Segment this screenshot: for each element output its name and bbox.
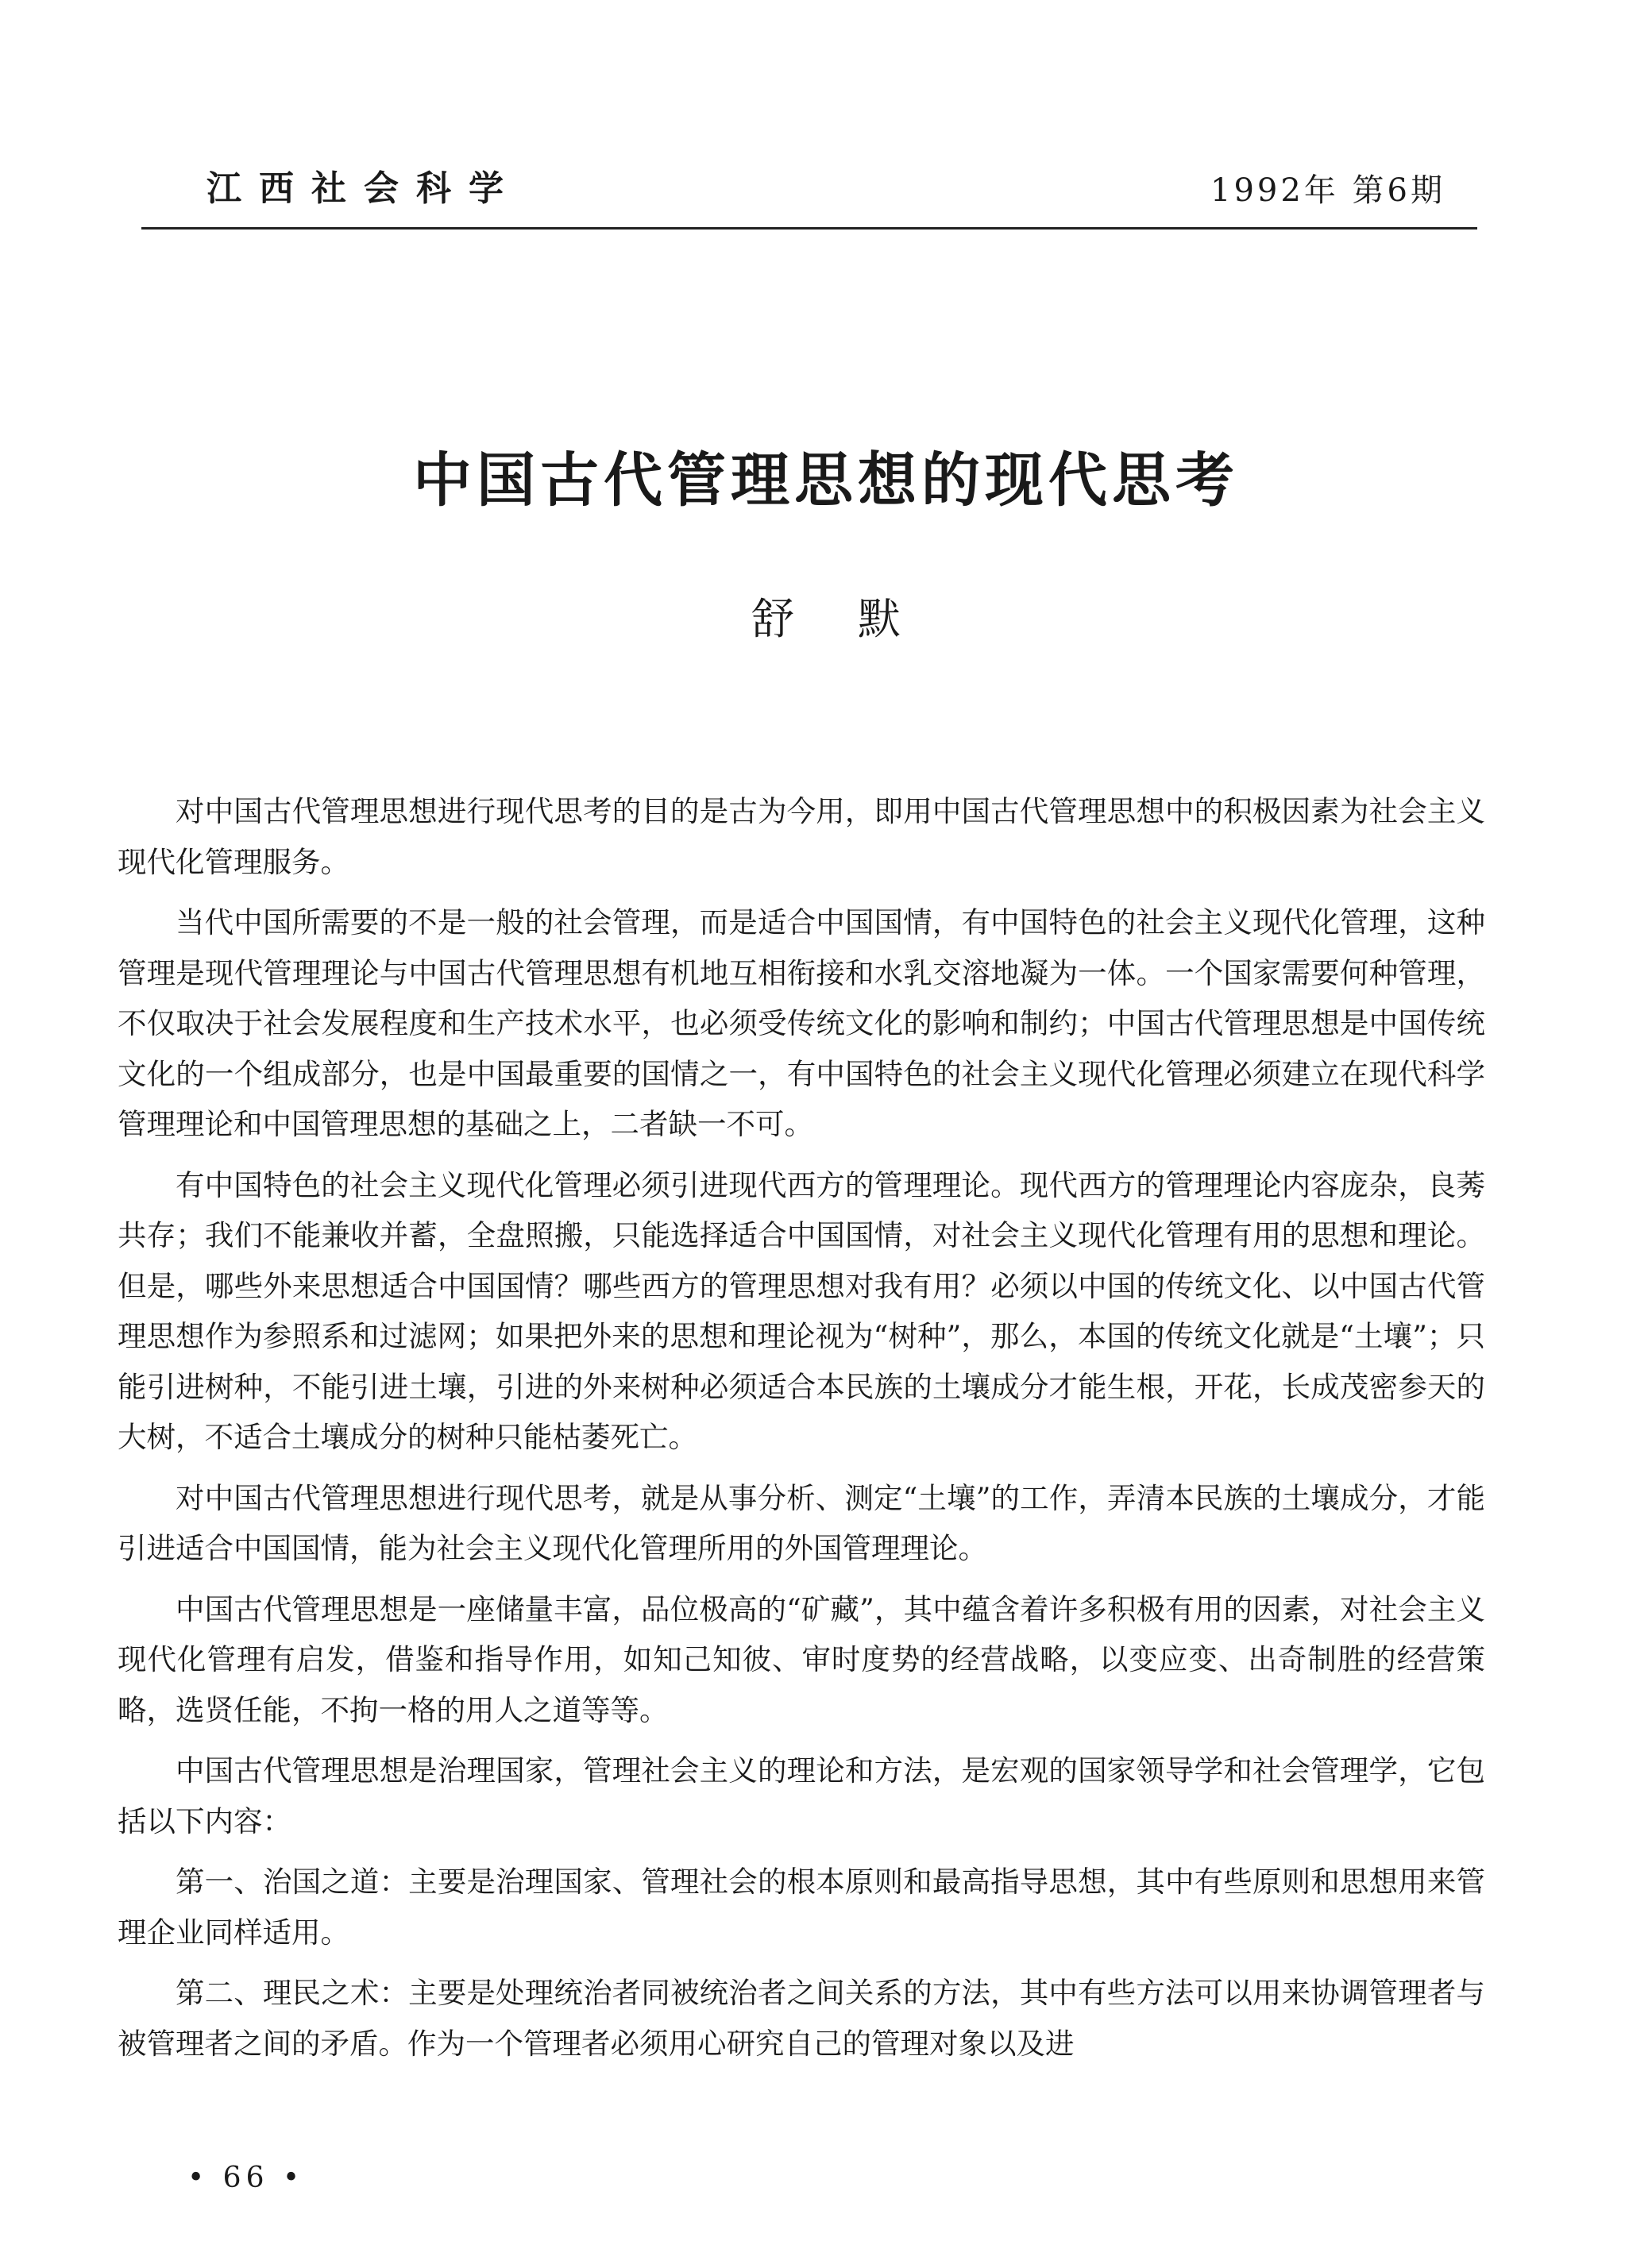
- paragraph: 有中国特色的社会主义现代化管理必须引进现代西方的管理理论。现代西方的管理理论内容庞杂，良莠共存；我们不能兼收并蓄，全盘照搬，只能选择适合中国国情，对社会主义现代化管理有用的思想和理论。但是，哪些外来思想适合中国国情？哪些西方的管理思想对我有用？必须以中国的传统文化、以中国古代管理思想作为参照系和过滤网；如果把外来的思想和理论视为“树种”，那么，本国的传统文化就是“土壤”；只能引进树种，不能引进土壤，引进的外来树种必须适合本民族的土壤成分才能生根，开花，长成茂密参天的大树，不适合土壤成分的树种只能枯萎死亡。: [118, 1167, 1485, 1454]
- journal-name: 江西社会科学: [206, 168, 521, 209]
- paragraph: 对中国古代管理思想进行现代思考，就是从事分析、测定“土壤”的工作，弄清本民族的土壤成分，才能引进适合中国国情，能为社会主义现代化管理所用的外国管理理论。: [118, 1480, 1485, 1565]
- issue-label: 1992年 第6期: [1210, 172, 1446, 209]
- header-rule: [141, 227, 1477, 230]
- paragraph: 当代中国所需要的不是一般的社会管理，而是适合中国国情，有中国特色的社会主义现代化管理，这种管理是现代管理理论与中国古代管理思想有机地互相衔接和水乳交溶地凝为一体。一个国家需要何种管理，不仅取决于社会发展程度和生产技术水平，也必须受传统文化的影响和制约；中国古代管理思想是中国传统文化的一个组成部分，也是中国最重要的国情之一，有中国特色的社会主义现代化管理必须建立在现代科学管理理论和中国管理思想的基础之上，二者缺一不可。: [118, 905, 1485, 1141]
- article-body: [118, 786, 1485, 2079]
- paragraph: 第一、治国之道：主要是治理国家、管理社会的根本原则和最高指导思想，其中有些原则和思想用来管理企业同样适用。: [118, 1865, 1485, 1950]
- paragraph: 中国古代管理思想是一座储量丰富，品位极高的“矿藏”，其中蕴含着许多积极有用的因素，对社会主义现代化管理有启发，借鉴和指导作用，如知己知彼、审时度势的经营战略，以变应变、出奇制胜的经营策略，选贤任能，不拘一格的用人之道等等。: [118, 1591, 1485, 1727]
- page-number: • 66 •: [187, 2162, 305, 2194]
- running-header: [141, 165, 1477, 221]
- paragraph: 第二、理民之术：主要是处理统治者同被统治者之间关系的方法，其中有些方法可以用来协调管理者与被管理者之间的矛盾。作为一个管理者必须用心研究自己的管理对象以及进: [118, 1976, 1485, 2061]
- article-title: 中国古代管理思想的现代思考: [413, 446, 1239, 515]
- paragraph: 对中国古代管理思想进行现代思考的目的是古为今用，即用中国古代管理思想中的积极因素为社会主义现代化管理服务。: [118, 794, 1485, 879]
- paragraph: 中国古代管理思想是治理国家，管理社会主义的理论和方法，是宏观的国家领导学和社会管理学，它包括以下内容：: [118, 1753, 1485, 1838]
- article-author: 舒默: [751, 594, 964, 644]
